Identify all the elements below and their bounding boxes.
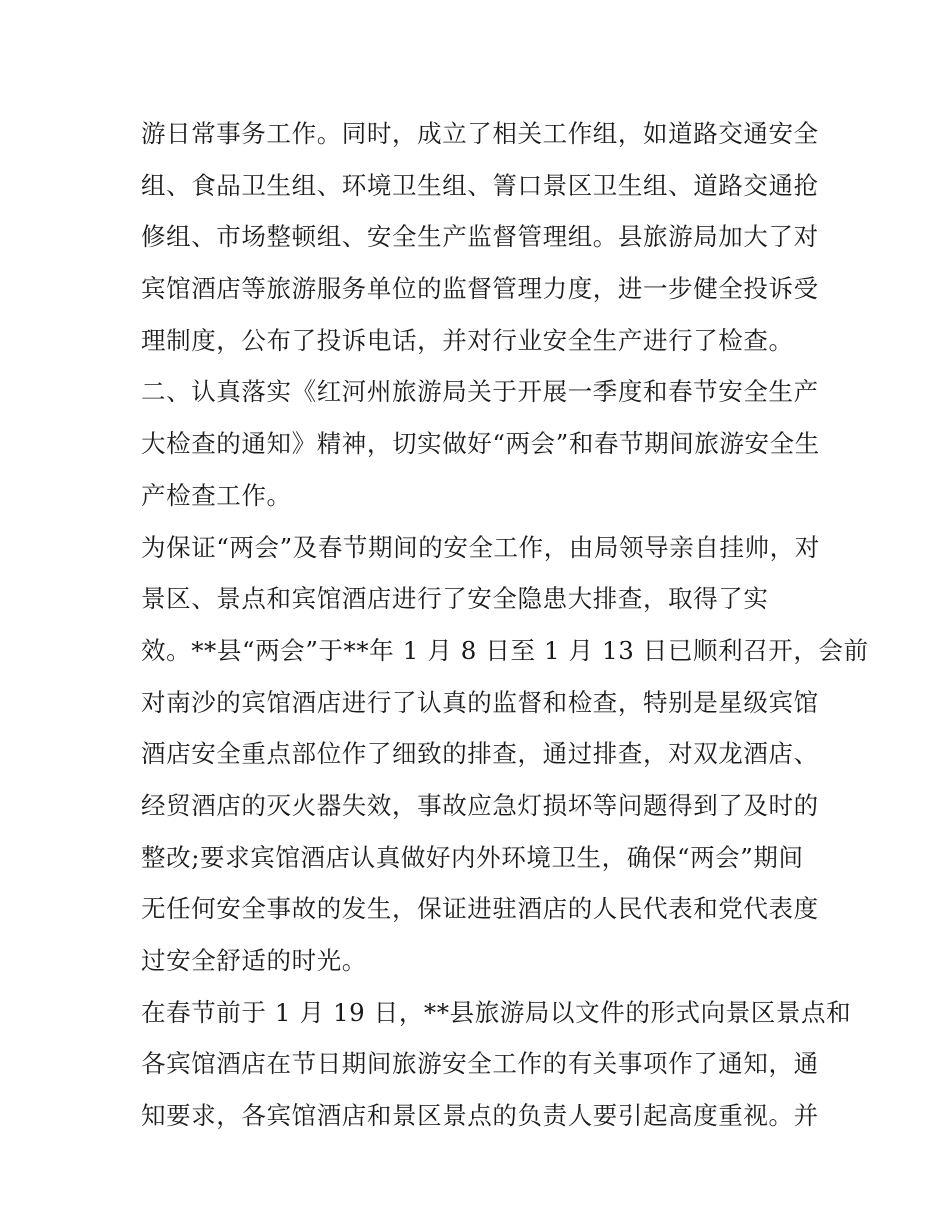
text-line: 效。**县“两会”于**年 1 月 8 日至 1 月 13 日已顺利召开，会前 (141, 635, 869, 665)
text-line: 宾馆酒店等旅游服务单位的监督管理力度，进一步健全投诉受 (141, 274, 819, 304)
text-line: 组、食品卫生组、环境卫生组、箐口景区卫生组、道路交通抢 (141, 170, 819, 200)
text-line: 对南沙的宾馆酒店进行了认真的监督和检查，特别是星级宾馆 (141, 687, 819, 717)
section-heading-line: 产检查工作。 (141, 480, 292, 510)
section-heading-line: 大检查的通知》精神，切实做好“两会”和春节期间旅游安全生 (141, 429, 820, 459)
text-line: 在春节前于 1 月 19 日，**县旅游局以文件的形式向景区景点和 (141, 997, 852, 1027)
text-line: 无任何安全事故的发生，保证进驻酒店的人民代表和党代表度 (141, 894, 819, 924)
text-line: 经贸酒店的灭火器失效，事故应急灯损坏等问题得到了及时的 (141, 790, 819, 820)
body-text (141, 108, 869, 1142)
text-line: 景区、景点和宾馆酒店进行了安全隐患大排查，取得了实 (141, 584, 769, 614)
text-line: 各宾馆酒店在节日期间旅游安全工作的有关事项作了通知，通 (141, 1049, 819, 1079)
text-line: 知要求，各宾馆酒店和景区景点的负责人要引起高度重视。并 (141, 1101, 819, 1131)
text-line: 理制度，公布了投诉电话，并对行业安全生产进行了检查。 (141, 325, 794, 355)
text-line: 修组、市场整顿组、安全生产监督管理组。县旅游局加大了对 (141, 222, 819, 252)
text-line: 过安全舒适的时光。 (141, 946, 367, 975)
text-line: 酒店安全重点部位作了细致的排查，通过排查，对双龙酒店、 (141, 739, 819, 769)
text-line: 游日常事务工作。同时，成立了相关工作组，如道路交通安全 (141, 119, 819, 148)
text-line: 整改;要求宾馆酒店认真做好内外环境卫生，确保“两会”期间 (141, 842, 804, 872)
text-line: 为保证“两会”及春节期间的安全工作，由局领导亲自挂帅，对 (141, 532, 820, 562)
section-heading-line: 二、认真落实《红河州旅游局关于开展一季度和春节安全生产 (141, 377, 819, 407)
